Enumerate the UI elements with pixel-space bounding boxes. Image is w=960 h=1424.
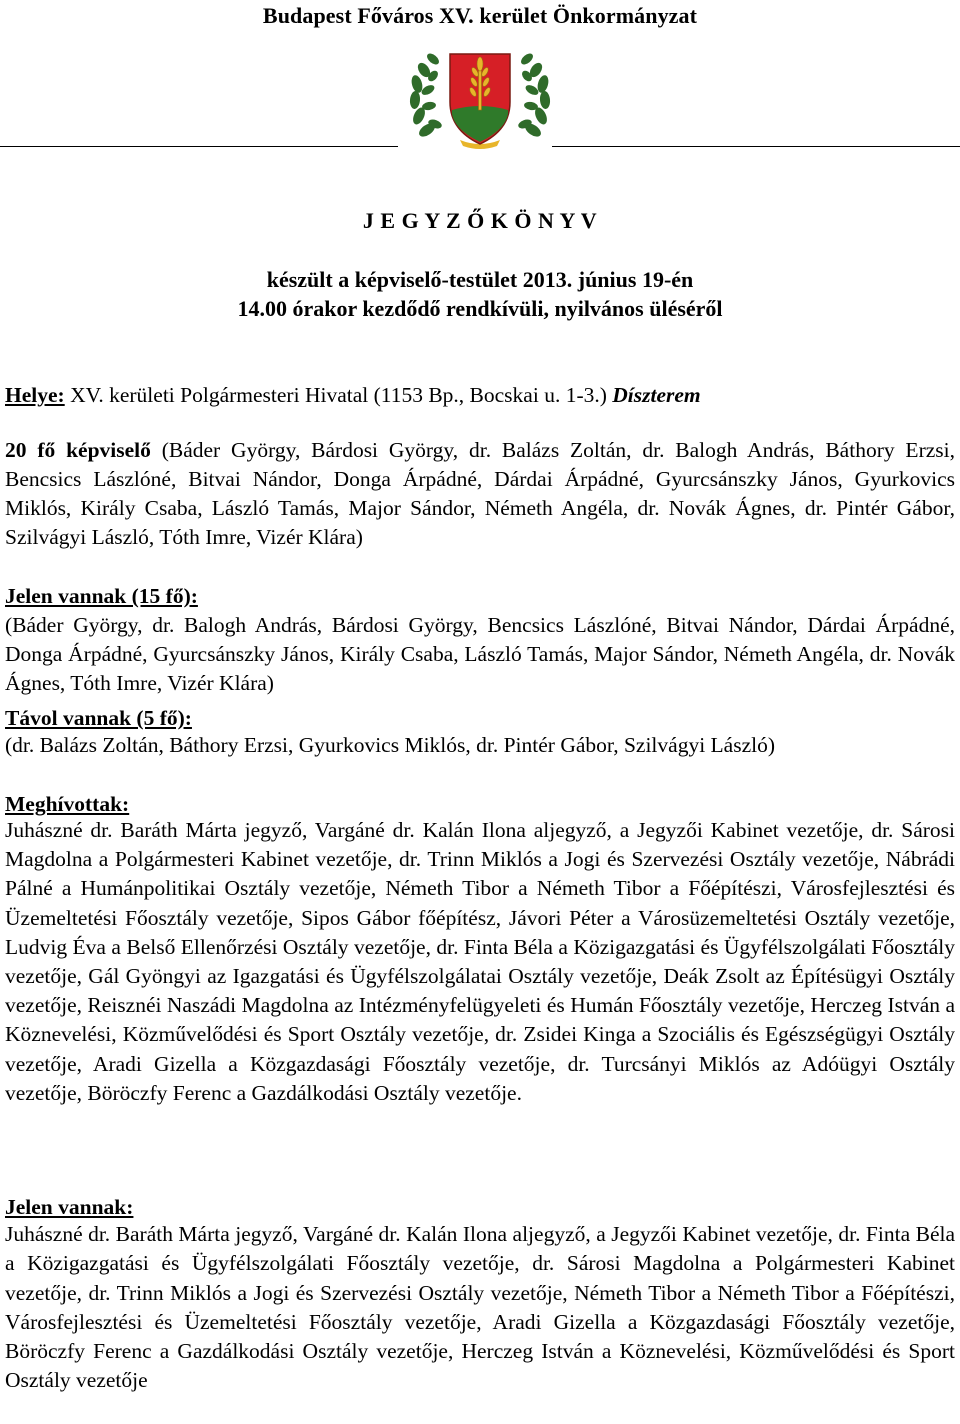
members-text: (Báder György, Bárdosi György, dr. Balázs Zoltán, dr. Balogh András, Báthory Erzsi, Bencsics Lászlóné, Bitvai Nándor, Donga Árpádné, Dárdai Árpádné, Gyurcsánszky János, Gyurkovics Miklós, Király Csaba, László Tamás, Major Sándor, Németh Angéla, dr. Novák Ágnes, dr. Pintér Gábor, Szilvágyi László, Tóth Imre, Vizér Klára) (5, 438, 955, 549)
location-label: Helye: (5, 383, 65, 407)
document-title: J E G Y Z Ő K Ö N Y V (362, 208, 598, 233)
location-text: XV. kerületi Polgármesteri Hivatal (1153 Bp., Bocskai u. 1-3.) (64, 383, 613, 407)
attending-heading: Jelen vannak: (5, 1195, 134, 1219)
location-room: Díszterem (612, 383, 701, 407)
document-subtitle-line2: 14.00 órakor kezdődő rendkívüli, nyilvános üléséről (237, 296, 723, 321)
document-subtitle-line1: készült a képviselő-testület 2013. június 19-én (266, 267, 694, 292)
members-paragraph (5, 436, 955, 552)
attending-list: Juhászné dr. Baráth Márta jegyző, Vargáné dr. Kalán Ilona aljegyző, a Jegyzői Kabinet vezetője, dr. Finta Béla a Közigazgatási és Ügyfélszolgálati Főosztály vezetője, dr. Sárosi Magdolna a Polgármesteri Kabinet vezetője, dr. Trinn Miklós a Jogi és Szervezési Osztály vezetője, Németh Tibor a Németh Tibor a Főépítészi, Városfejlesztési és Üzemeltetési Főosztály vezetője, Aradi Gizella a Közgazdasági Főosztály vezetője, Böröczfy Ferenc a Gazdálkodási Osztály vezetője, Herczeg István a Köznevelési, Közművelődési és Sport Osztály vezetője (5, 1222, 955, 1393)
absent-list: (dr. Balázs Zoltán, Báthory Erzsi, Gyurkovics Miklós, dr. Pintér Gábor, Szilvágyi László) (5, 733, 776, 757)
municipality-title: Budapest Főváros XV. kerület Önkormányzat (262, 3, 698, 28)
invited-heading: Meghívottak: (5, 792, 130, 816)
present-heading: Jelen vannak (15 fő): (5, 584, 198, 608)
meeting-location (5, 381, 955, 409)
coat-of-arms-icon (405, 44, 555, 150)
invited-list: Juhászné dr. Baráth Márta jegyző, Vargáné dr. Kalán Ilona aljegyző, a Jegyzői Kabinet vezetője, dr. Sárosi Magdolna a Polgármesteri Kabinet vezetője, dr. Trinn Miklós a Jogi és Szervezési Osztály vezetője, Nábrádi Pálné a Humánpolitikai Osztály vezetője, Németh Tibor a Németh Tibor a Főépítészi, Városfejlesztési és Üzemeltetési Főosztály vezetője, Sipos Gábor főépítész, Jávori Péter a Városüzemeltetési Osztály vezetője, Ludvig Éva a Belső Ellenőrzési Osztály vezetője, dr. Finta Béla a Közigazgatási és Ügyfélszolgálati Főosztály vezetője, Gál Gyöngyi az Igazgatási és Ügyfélszolgálatai Osztály vezetője, Deák Zsolt az Építésügyi Osztály vezetője, Reisznéi Naszádi Magdolna az Intézményfelügyeleti és Humán Főosztály vezetője, Herczeg István a Köznevelési, Közművelődési és Sport Osztály vezetője, dr. Zsidei Kinga a Szociális és Egészségügyi Osztály vezetője, Aradi Gizella a Közgazdasági Főosztály vezetője, dr. Turcsányi Miklós az Adóügyi Osztály vezetője, Böröczfy Ferenc a Gazdálkodási Osztály vezetője. (5, 818, 955, 1105)
header-divider-left (0, 146, 398, 147)
members-lead: 20 fő képviselő (5, 438, 151, 462)
absent-heading: Távol vannak (5 fő): (5, 706, 192, 730)
header-divider-right (552, 146, 960, 147)
present-list: (Báder György, dr. Balogh András, Bárdosi György, Bencsics Lászlóné, Bitvai Nándor, Dárdai Árpádné, Donga Árpádné, Gyurcsánszky János, Király Csaba, László Tamás, Major Sándor, Németh Angéla, dr. Novák Ágnes, Tóth Imre, Vizér Klára) (5, 613, 955, 695)
